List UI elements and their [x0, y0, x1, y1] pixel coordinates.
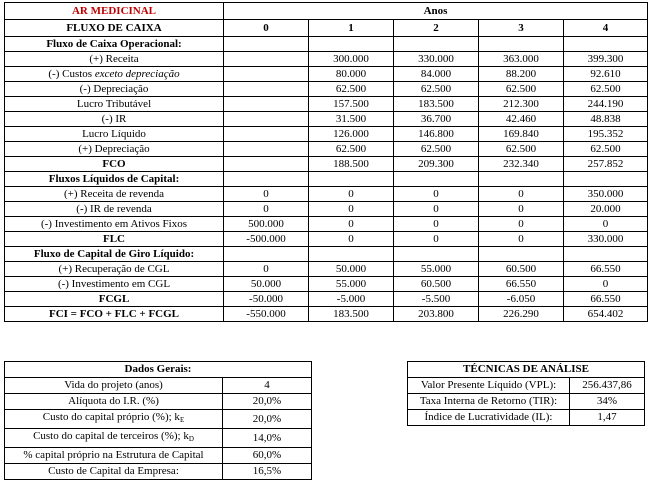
- cell-value: 0: [394, 217, 479, 232]
- cell-value: [394, 172, 479, 187]
- cell-value: [224, 37, 309, 52]
- cell-value: 0: [309, 187, 394, 202]
- cell-value: 62.500: [309, 142, 394, 157]
- cell-value: -6.050: [479, 292, 564, 307]
- cell-value: 36.700: [394, 112, 479, 127]
- table-row: [5, 202, 648, 217]
- row-label: (+) Receita de revenda: [5, 187, 224, 202]
- row-label: (-) Investimento em CGL: [5, 277, 224, 292]
- cell-value: [394, 247, 479, 262]
- cell-value: 66.550: [564, 262, 648, 277]
- data-value: 4: [223, 378, 312, 394]
- data-value: 16,5%: [223, 464, 312, 480]
- year-header: 0: [224, 20, 309, 37]
- technique-label: Índice de Lucratividade (IL):: [408, 410, 570, 426]
- cell-value: 66.550: [564, 292, 648, 307]
- general-data-table: [4, 361, 312, 480]
- data-label-text: Vida do projeto (anos): [64, 379, 163, 391]
- cell-value: 226.290: [479, 307, 564, 322]
- row-label: FCI = FCO + FLC + FCGL: [5, 307, 224, 322]
- row-label-text: (-) Custos: [48, 68, 95, 80]
- table-row: [5, 37, 648, 52]
- table-row: [5, 172, 648, 187]
- cell-value: 330.000: [394, 52, 479, 67]
- row-label: FCO: [5, 157, 224, 172]
- cell-value: 146.800: [394, 127, 479, 142]
- cell-value: 0: [309, 202, 394, 217]
- cell-value: 62.500: [479, 142, 564, 157]
- row-label: (-) IR: [5, 112, 224, 127]
- cell-value: 183.500: [394, 97, 479, 112]
- row-label: FCGL: [5, 292, 224, 307]
- cell-value: [479, 172, 564, 187]
- cell-value: 62.500: [564, 142, 648, 157]
- cell-value: [224, 82, 309, 97]
- cell-value: [224, 52, 309, 67]
- cell-value: 157.500: [309, 97, 394, 112]
- cell-value: 0: [309, 232, 394, 247]
- cell-value: 257.852: [564, 157, 648, 172]
- cell-value: 232.340: [479, 157, 564, 172]
- cell-value: [564, 37, 648, 52]
- analysis-techniques-title: TÉCNICAS DE ANÁLISE: [408, 362, 645, 378]
- table-row: [5, 378, 312, 394]
- technique-label: Valor Presente Líquido (VPL):: [408, 378, 570, 394]
- cell-value: [309, 172, 394, 187]
- cell-value: 188.500: [309, 157, 394, 172]
- row-label: Fluxo de Capital de Giro Líquido:: [5, 247, 224, 262]
- cell-value: 66.550: [479, 277, 564, 292]
- cell-value: 48.838: [564, 112, 648, 127]
- year-header: 1: [309, 20, 394, 37]
- cell-value: 0: [479, 187, 564, 202]
- cell-value: -500.000: [224, 232, 309, 247]
- row-label-italic: exceto depreciação: [94, 68, 180, 80]
- cell-value: 80.000: [309, 67, 394, 82]
- row-label: (-) Investimento em Ativos Fixos: [5, 217, 224, 232]
- cell-value: 0: [224, 262, 309, 277]
- cell-value: 654.402: [564, 307, 648, 322]
- cell-value: 92.610: [564, 67, 648, 82]
- cell-value: [479, 37, 564, 52]
- year-header: 3: [479, 20, 564, 37]
- cell-value: 62.500: [479, 82, 564, 97]
- data-label: [5, 378, 223, 394]
- cell-value: 42.460: [479, 112, 564, 127]
- cell-value: 500.000: [224, 217, 309, 232]
- cell-value: [564, 172, 648, 187]
- cell-value: 183.500: [309, 307, 394, 322]
- table-row: [5, 97, 648, 112]
- row-label: Lucro Tributável: [5, 97, 224, 112]
- data-label: [5, 429, 223, 448]
- table-row: [5, 157, 648, 172]
- cash-flow-table: [4, 2, 648, 322]
- table-row: [5, 262, 648, 277]
- table-row: [5, 307, 648, 322]
- technique-label: Taxa Interna de Retorno (TIR):: [408, 394, 570, 410]
- cell-value: [224, 67, 309, 82]
- cell-value: 0: [224, 187, 309, 202]
- data-label: [5, 410, 223, 429]
- row-label: (+) Recuperação de CGL: [5, 262, 224, 277]
- cell-value: [224, 142, 309, 157]
- table-row: [5, 429, 312, 448]
- row-label: (+) Depreciação: [5, 142, 224, 157]
- cell-value: [224, 247, 309, 262]
- company-name: AR MEDICINAL: [5, 3, 224, 20]
- cell-value: -5.000: [309, 292, 394, 307]
- cell-value: 0: [309, 217, 394, 232]
- year-header: 2: [394, 20, 479, 37]
- table-row: [5, 410, 312, 429]
- cell-value: -550.000: [224, 307, 309, 322]
- table-row: [5, 142, 648, 157]
- cell-value: 60.500: [479, 262, 564, 277]
- technique-value: 256.437,86: [570, 378, 645, 394]
- cell-value: 62.500: [394, 82, 479, 97]
- cell-value: [479, 247, 564, 262]
- table-row: [5, 52, 648, 67]
- cell-value: 62.500: [394, 142, 479, 157]
- data-label: [5, 464, 223, 480]
- cell-value: [224, 127, 309, 142]
- data-label-text: Custo do capital de terceiros (%); k: [33, 430, 189, 442]
- cell-value: [394, 37, 479, 52]
- year-header: 4: [564, 20, 648, 37]
- cell-value: 0: [394, 202, 479, 217]
- cell-value: 60.500: [394, 277, 479, 292]
- table-row: [5, 464, 312, 480]
- data-value: 14,0%: [223, 429, 312, 448]
- cell-value: 0: [224, 202, 309, 217]
- row-label: (-) IR de revenda: [5, 202, 224, 217]
- cell-value: 50.000: [309, 262, 394, 277]
- row-label: Fluxos Líquidos de Capital:: [5, 172, 224, 187]
- table-row: [5, 112, 648, 127]
- cell-value: [224, 112, 309, 127]
- cell-value: 330.000: [564, 232, 648, 247]
- cell-value: 169.840: [479, 127, 564, 142]
- data-label-subscript: D: [188, 435, 194, 443]
- cell-value: [224, 157, 309, 172]
- data-label-text: Custo do capital próprio (%); k: [42, 411, 180, 423]
- cell-value: 0: [479, 232, 564, 247]
- cell-value: 203.800: [394, 307, 479, 322]
- data-label-subscript: E: [179, 416, 185, 424]
- cell-value: 244.190: [564, 97, 648, 112]
- cell-value: [224, 97, 309, 112]
- table-row: [408, 378, 645, 394]
- data-value: 20,0%: [223, 410, 312, 429]
- cell-value: 0: [479, 202, 564, 217]
- table-row: [408, 410, 645, 426]
- general-data-title: Dados Gerais:: [5, 362, 312, 378]
- table-row: [5, 82, 648, 97]
- cell-value: 399.300: [564, 52, 648, 67]
- cell-value: [224, 172, 309, 187]
- data-label-text: Alíquota do I.R. (%): [68, 395, 159, 407]
- cell-value: 20.000: [564, 202, 648, 217]
- data-label-text: Custo de Capital da Empresa:: [48, 465, 179, 477]
- cell-value: 84.000: [394, 67, 479, 82]
- cell-value: 50.000: [224, 277, 309, 292]
- table-row: [5, 292, 648, 307]
- cell-value: 55.000: [309, 277, 394, 292]
- row-label: FLC: [5, 232, 224, 247]
- cell-value: [564, 247, 648, 262]
- cell-value: [309, 247, 394, 262]
- cell-value: 363.000: [479, 52, 564, 67]
- cell-value: -5.500: [394, 292, 479, 307]
- data-label-text: % capital próprio na Estrutura de Capital: [23, 449, 204, 461]
- cell-value: 62.500: [309, 82, 394, 97]
- row-label: (+) Receita: [5, 52, 224, 67]
- cell-value: 126.000: [309, 127, 394, 142]
- table-row: [5, 232, 648, 247]
- cell-value: 212.300: [479, 97, 564, 112]
- row-label: (-) Depreciação: [5, 82, 224, 97]
- table-row: [5, 187, 648, 202]
- table-row: [5, 217, 648, 232]
- cell-value: 88.200: [479, 67, 564, 82]
- analysis-techniques-table: [407, 361, 645, 426]
- table-row: [408, 394, 645, 410]
- table-row: [5, 394, 312, 410]
- years-header: Anos: [224, 3, 648, 20]
- cell-value: 350.000: [564, 187, 648, 202]
- cell-value: 0: [564, 277, 648, 292]
- table-row: [5, 127, 648, 142]
- cell-value: [309, 37, 394, 52]
- cell-value: 62.500: [564, 82, 648, 97]
- row-label: [5, 67, 224, 82]
- data-value: 20,0%: [223, 394, 312, 410]
- row-label: Fluxo de Caixa Operacional:: [5, 37, 224, 52]
- technique-value: 1,47: [570, 410, 645, 426]
- table-row: [5, 67, 648, 82]
- table-row: [5, 277, 648, 292]
- cell-value: 55.000: [394, 262, 479, 277]
- table-row: [5, 448, 312, 464]
- cell-value: 31.500: [309, 112, 394, 127]
- data-label: [5, 448, 223, 464]
- cell-value: 0: [394, 232, 479, 247]
- cell-value: 195.352: [564, 127, 648, 142]
- cell-value: -50.000: [224, 292, 309, 307]
- cell-value: 0: [479, 217, 564, 232]
- cell-value: 0: [564, 217, 648, 232]
- row-label: Lucro Líquido: [5, 127, 224, 142]
- cell-value: 300.000: [309, 52, 394, 67]
- cell-value: 0: [394, 187, 479, 202]
- table-row: [5, 247, 648, 262]
- technique-value: 34%: [570, 394, 645, 410]
- data-label: [5, 394, 223, 410]
- data-value: 60,0%: [223, 448, 312, 464]
- cash-flow-title: FLUXO DE CAIXA: [5, 20, 224, 37]
- cell-value: 209.300: [394, 157, 479, 172]
